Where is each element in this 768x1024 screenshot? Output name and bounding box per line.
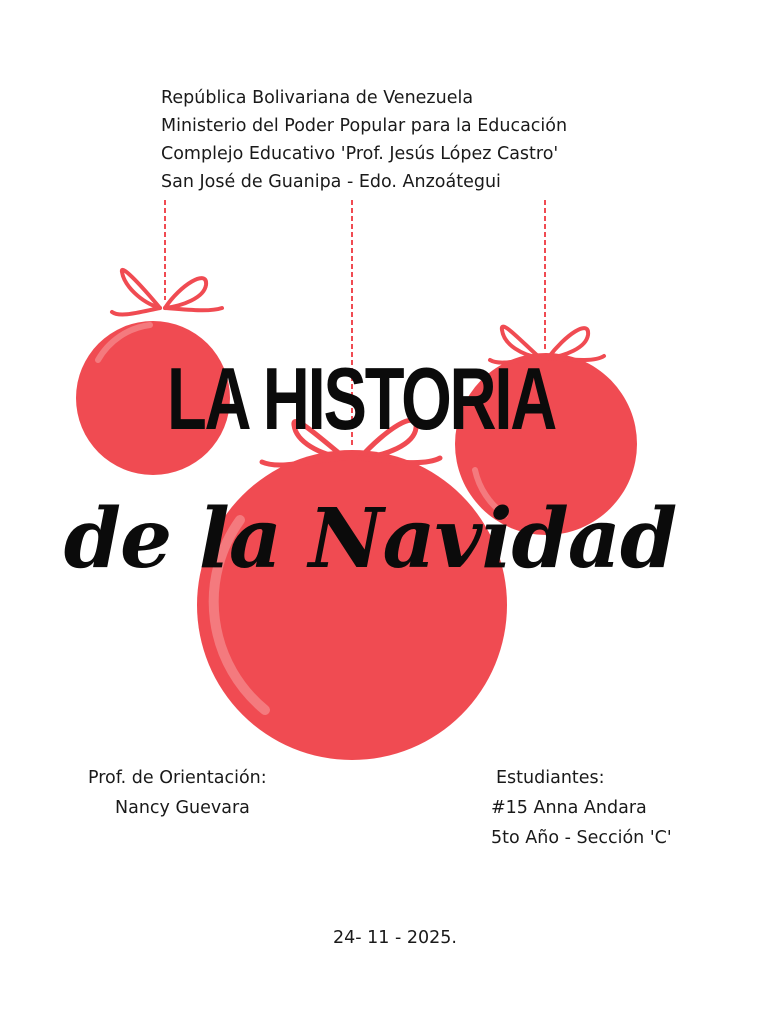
title-subtitle: de la Navidad — [63, 491, 677, 587]
title-main: LA HISTORIA — [166, 349, 556, 448]
header-country: República Bolivariana de Venezuela — [161, 88, 474, 108]
students-block — [491, 763, 672, 853]
date: 24- 11 - 2025. — [333, 928, 457, 948]
header-school: Complejo Educativo 'Prof. Jesús López Castro' — [161, 144, 559, 164]
ribbon-bow-icon — [112, 270, 222, 315]
students-label: Estudiantes: — [496, 768, 605, 788]
header-location: San José de Guanipa - Edo. Anzoátegui — [161, 172, 501, 192]
student-name: #15 Anna Andara — [491, 798, 647, 818]
teacher-label: Prof. de Orientación: — [88, 768, 267, 788]
header-ministry: Ministerio del Poder Popular para la Educación — [161, 116, 568, 136]
teacher-name: Nancy Guevara — [115, 798, 250, 818]
teacher-block — [88, 763, 267, 823]
student-section: 5to Año - Sección 'C' — [491, 828, 672, 848]
